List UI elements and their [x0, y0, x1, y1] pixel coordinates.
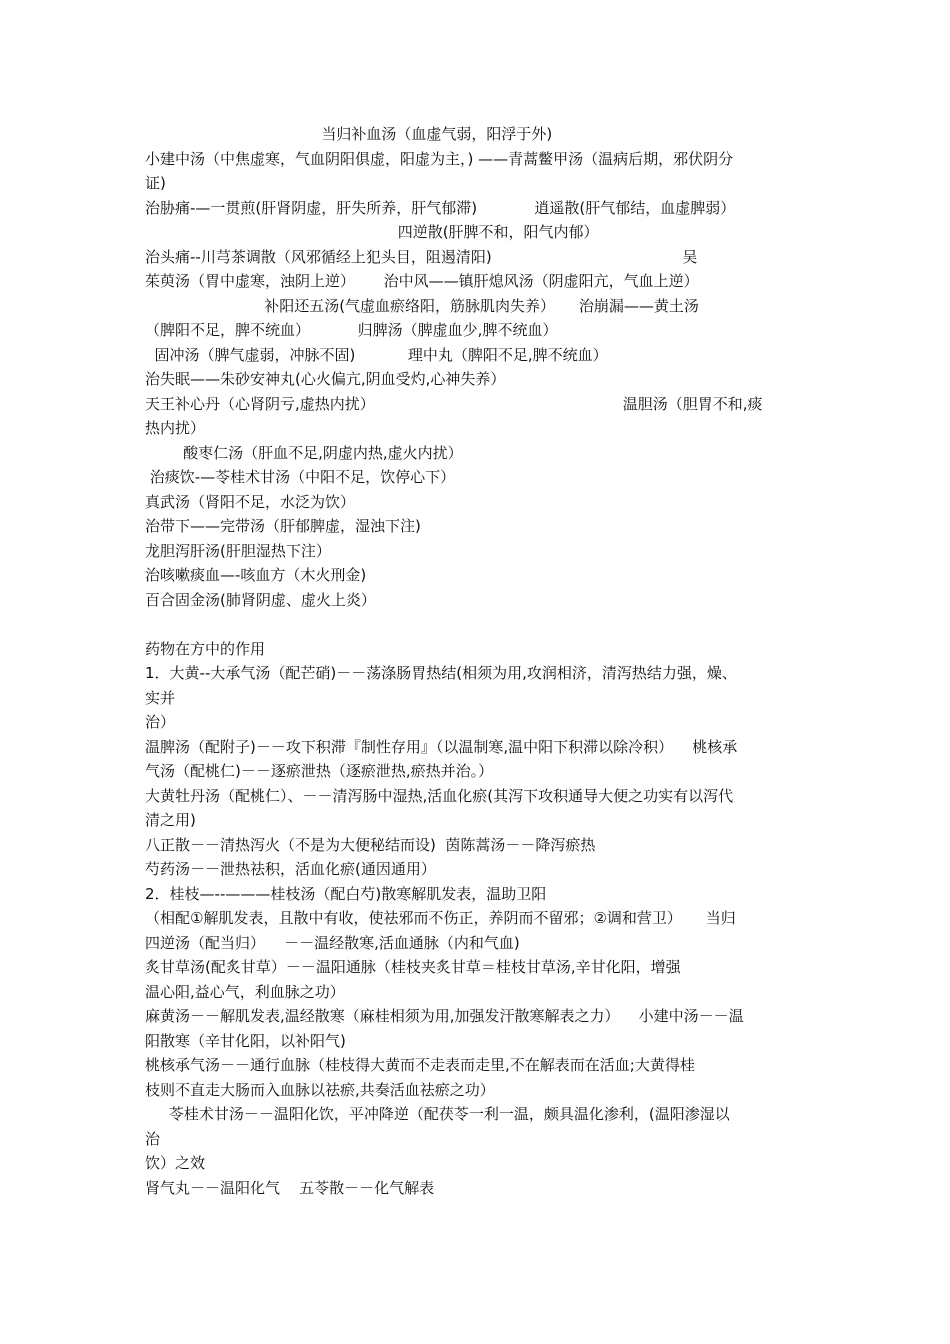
text-line: 治带下——完带汤（肝郁脾虚，湿浊下注): [145, 517, 421, 535]
text-line: 治咳嗽痰血—-咳血方（木火刑金): [145, 566, 367, 584]
text-line: 桃核承气汤－－通行血脉（桂枝得大黄而不走表而走里,不在解表而在活血;大黄得桂: [145, 1056, 695, 1074]
text-line: 大黄牡丹汤（配桃仁）、－－清泻肠中湿热,活血化瘀(其泻下攻积通导大便之功实有以泻代: [145, 786, 734, 805]
text-line: 清之用): [145, 811, 196, 829]
text-line: （脾阳不足，脾不统血） 归脾汤（脾虚血少,脾不统血）: [145, 321, 558, 339]
text-line: 炙甘草汤(配炙甘草）－－温阳通脉（桂枝夹炙甘草＝桂枝甘草汤,辛甘化阳，增强: [145, 958, 681, 976]
text-line: 实并: [145, 688, 176, 707]
text-line: 麻黄汤－－解肌发表,温经散寒（麻桂相须为用,加强发汗散寒解表之力） 小建中汤－－温: [145, 1007, 744, 1025]
text-line: 四逆汤（配当归） －－温经散寒,活血通脉（内和气血): [145, 933, 520, 952]
text-line: 1．大黄--大承气汤（配芒硝)－－荡涤肠胃热结(相须为用,攻润相济，清泻热结力强，燥、: [145, 664, 737, 682]
text-line: 2．桂枝—--———桂枝汤（配白芍)散寒解肌发表，温助卫阳: [145, 884, 547, 903]
text-line: 补阳还五汤(气虚血瘀络阳，筋脉肌肉失养） 治崩漏——黄土汤: [145, 296, 699, 315]
text-line: 真武汤（肾阳不足，水泛为饮）: [145, 492, 356, 511]
text-line: 治失眠——朱砂安神丸(心火偏亢,阴血受灼,心神失养）: [145, 370, 506, 388]
text-line: 治: [145, 1129, 161, 1148]
section-heading: 药物在方中的作用: [145, 639, 266, 658]
text-line: 天王补心丹（心肾阴亏,虚热内扰） 温胆汤（胆胃不和,痰: [145, 394, 763, 413]
text-line: （相配①解肌发表，且散中有收，使祛邪而不伤正，养阴而不留邪；②调和营卫） 当归: [145, 909, 736, 927]
text-line: 枝则不直走大肠而入血脉以祛瘀,共奏活血祛瘀之功）: [145, 1080, 495, 1099]
text-line: 治头痛--川芎茶调散（风邪循经上犯头目，阻遏清阳) 吴: [145, 247, 698, 266]
text-line: 证): [145, 174, 166, 192]
text-line: 酸枣仁汤（肝血不足,阴虚内热,虚火内扰）: [145, 443, 463, 462]
text-line: 四逆散(肝脾不和，阳气内郁）: [145, 223, 599, 241]
text-line: 芍药汤－－泄热祛积，活血化瘀(通因通用）: [145, 860, 436, 878]
text-line: 龙胆泻肝汤(肝胆湿热下注）: [145, 541, 331, 560]
text-line: 苓桂术甘汤－－温阳化饮，平冲降逆（配茯苓一利一温，颇具温化渗利，(温阳渗湿以: [145, 1105, 730, 1123]
text-line: 阳散寒（辛甘化阳，以补阳气): [145, 1031, 346, 1050]
text-line: 治胁痛-—一贯煎(肝肾阴虚，肝失所养，肝气郁滞) 逍遥散(肝气郁结，血虚脾弱）: [145, 198, 736, 217]
text-line: 百合固金汤(肺肾阴虚、虚火上炎）: [145, 590, 376, 609]
text-line: 热内扰）: [145, 419, 206, 437]
blank-line: [145, 612, 807, 637]
text-line: 肾气丸－－温阳化气 五苓散－－化气解表: [145, 1178, 435, 1197]
text-line: 温心阳,益心气，利血脉之功）: [145, 982, 345, 1001]
text-line: 治痰饮-—苓桂术甘汤（中阳不足，饮停心下）: [145, 468, 456, 486]
document-body: [145, 122, 807, 1200]
text-line: 饮）之效: [145, 1154, 206, 1172]
text-line: 茱萸汤（胃中虚寒，浊阴上逆） 治中风——镇肝熄风汤（阴虚阳亢，气血上逆）: [145, 272, 699, 290]
text-line: 八正散－－清热泻火（不是为大便秘结而设) 茵陈蒿汤－－降泻瘀热: [145, 835, 596, 854]
text-line: 气汤（配桃仁)－－逐瘀泄热（逐瘀泄热,瘀热并治。）: [145, 762, 494, 780]
text-line: 固冲汤（脾气虚弱，冲脉不固) 理中丸（脾阳不足,脾不统血）: [145, 345, 608, 364]
text-line: 温脾汤（配附子)－－攻下积滞『制性存用』（以温制寒,温中阳下积滞以除冷积） 桃核承: [145, 737, 738, 756]
text-line: 治）: [145, 713, 176, 731]
text-line: 小建中汤（中焦虚寒，气血阴阳俱虚，阳虚为主，) ——青蒿鳖甲汤（温病后期，邪伏阴分: [145, 149, 734, 168]
text-line: 当归补血汤（血虚气弱，阳浮于外): [145, 125, 553, 143]
